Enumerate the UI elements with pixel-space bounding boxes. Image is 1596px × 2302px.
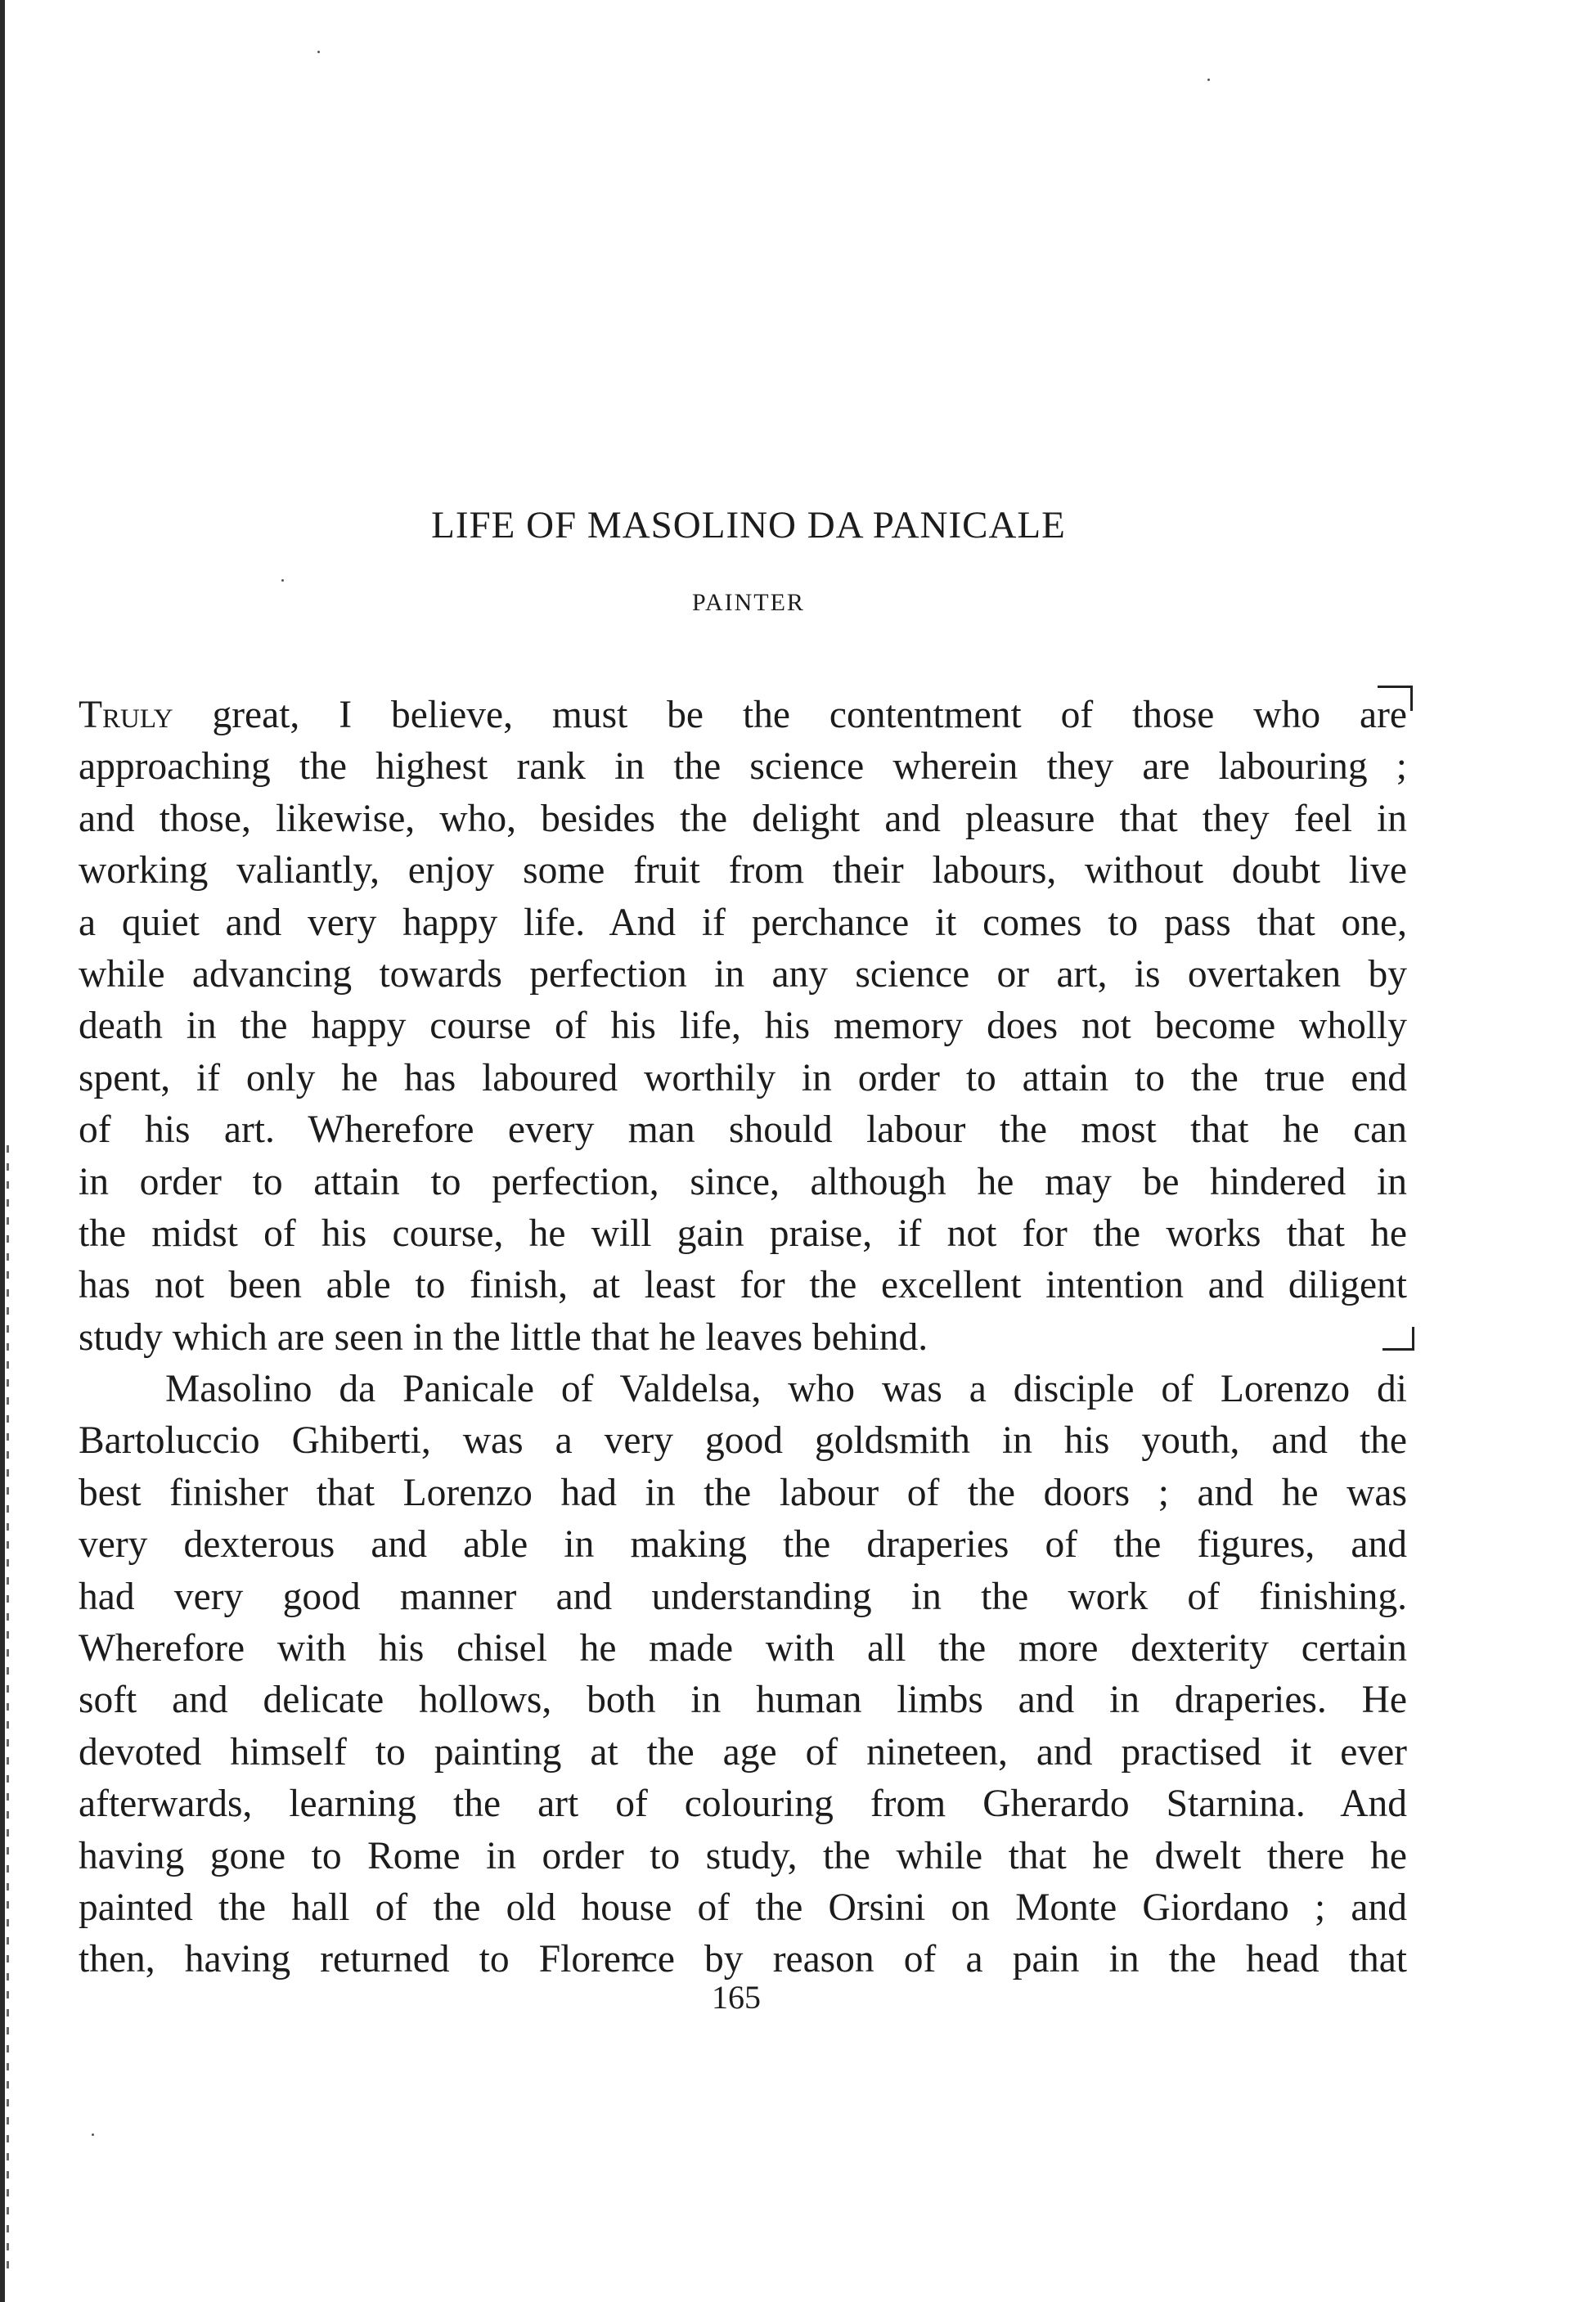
line-text: great, I believe, must be the contentment of those who are [173,694,1407,736]
text-line: then, having returned to Florence by reason of a pain in the head that [79,1938,1407,1981]
text-line: approaching the highest rank in the science wherein they are labouring ; [79,745,1407,789]
text-line: Bartoluccio Ghiberti, was a very good goldsmith in his youth, and the [79,1419,1407,1463]
text-line: spent, if only he has laboured worthily in order to attain to the true end [79,1056,1407,1099]
text-line: afterwards, learning the art of colouring from Gherardo Starnina. And [79,1783,1407,1826]
text-line: had very good manner and understanding in the work of finishing. [79,1575,1407,1618]
text-line: devoted himself to painting at the age of nineteen, and practised it ever [79,1730,1407,1774]
text-line [79,690,1407,741]
paper-speck [317,51,320,53]
binding-stitch-marks [7,1145,9,2274]
text-line: painted the hall of the old house of the Orsini on Monte Giordano ; and [79,1886,1407,1929]
text-line: having gone to Rome in order to study, the while that he dwelt there he [79,1834,1407,1877]
text-line: has not been able to finish, at least for the excellent intention and diligent [79,1264,1407,1307]
paper-speck [1207,79,1210,81]
text-line: while advancing towards perfection in any science or art, is overtaken by [79,952,1407,996]
text-line: working valiantly, enjoy some fruit from their labours, without doubt live [79,849,1407,892]
text-line: of his art. Wherefore every man should labour the most that he can [79,1108,1407,1152]
page-number: 165 [712,1979,761,2016]
text-line: and those, likewise, who, besides the delight and pleasure that they feel in [79,797,1407,840]
body-text [79,690,1407,1986]
text-line: very dexterous and able in making the draperies of the figures, and [79,1523,1407,1567]
paper-speck [92,2133,94,2136]
text-line: study which are seen in the little that he leaves behind. [79,1315,928,1359]
text-line: a quiet and very happy life. And if perchance it comes to pass that one, [79,901,1407,944]
text-line: Masolino da Panicale of Valdelsa, who was a disciple of Lorenzo di [165,1368,1407,1411]
text-line: in order to attain to perfection, since, although he may be hindered in [79,1160,1407,1203]
text-line: best finisher that Lorenzo had in the labour of the doors ; and he was [79,1471,1407,1514]
drop-word: Truly [79,694,173,736]
text-line: Wherefore with his chisel he made with all the more dexterity certain [79,1627,1407,1670]
paper-speck [281,579,284,582]
binding-edge [0,0,5,2302]
chapter-title: LIFE OF MASOLINO DA PANICALE [431,504,1066,546]
text-line: death in the happy course of his life, his memory does not become wholly [79,1005,1407,1048]
text-line: soft and delicate hollows, both in human limbs and in draperies. He [79,1679,1407,1722]
chapter-subtitle: PAINTER [692,589,805,616]
text-line: the midst of his course, he will gain praise, if not for the works that he [79,1212,1407,1255]
